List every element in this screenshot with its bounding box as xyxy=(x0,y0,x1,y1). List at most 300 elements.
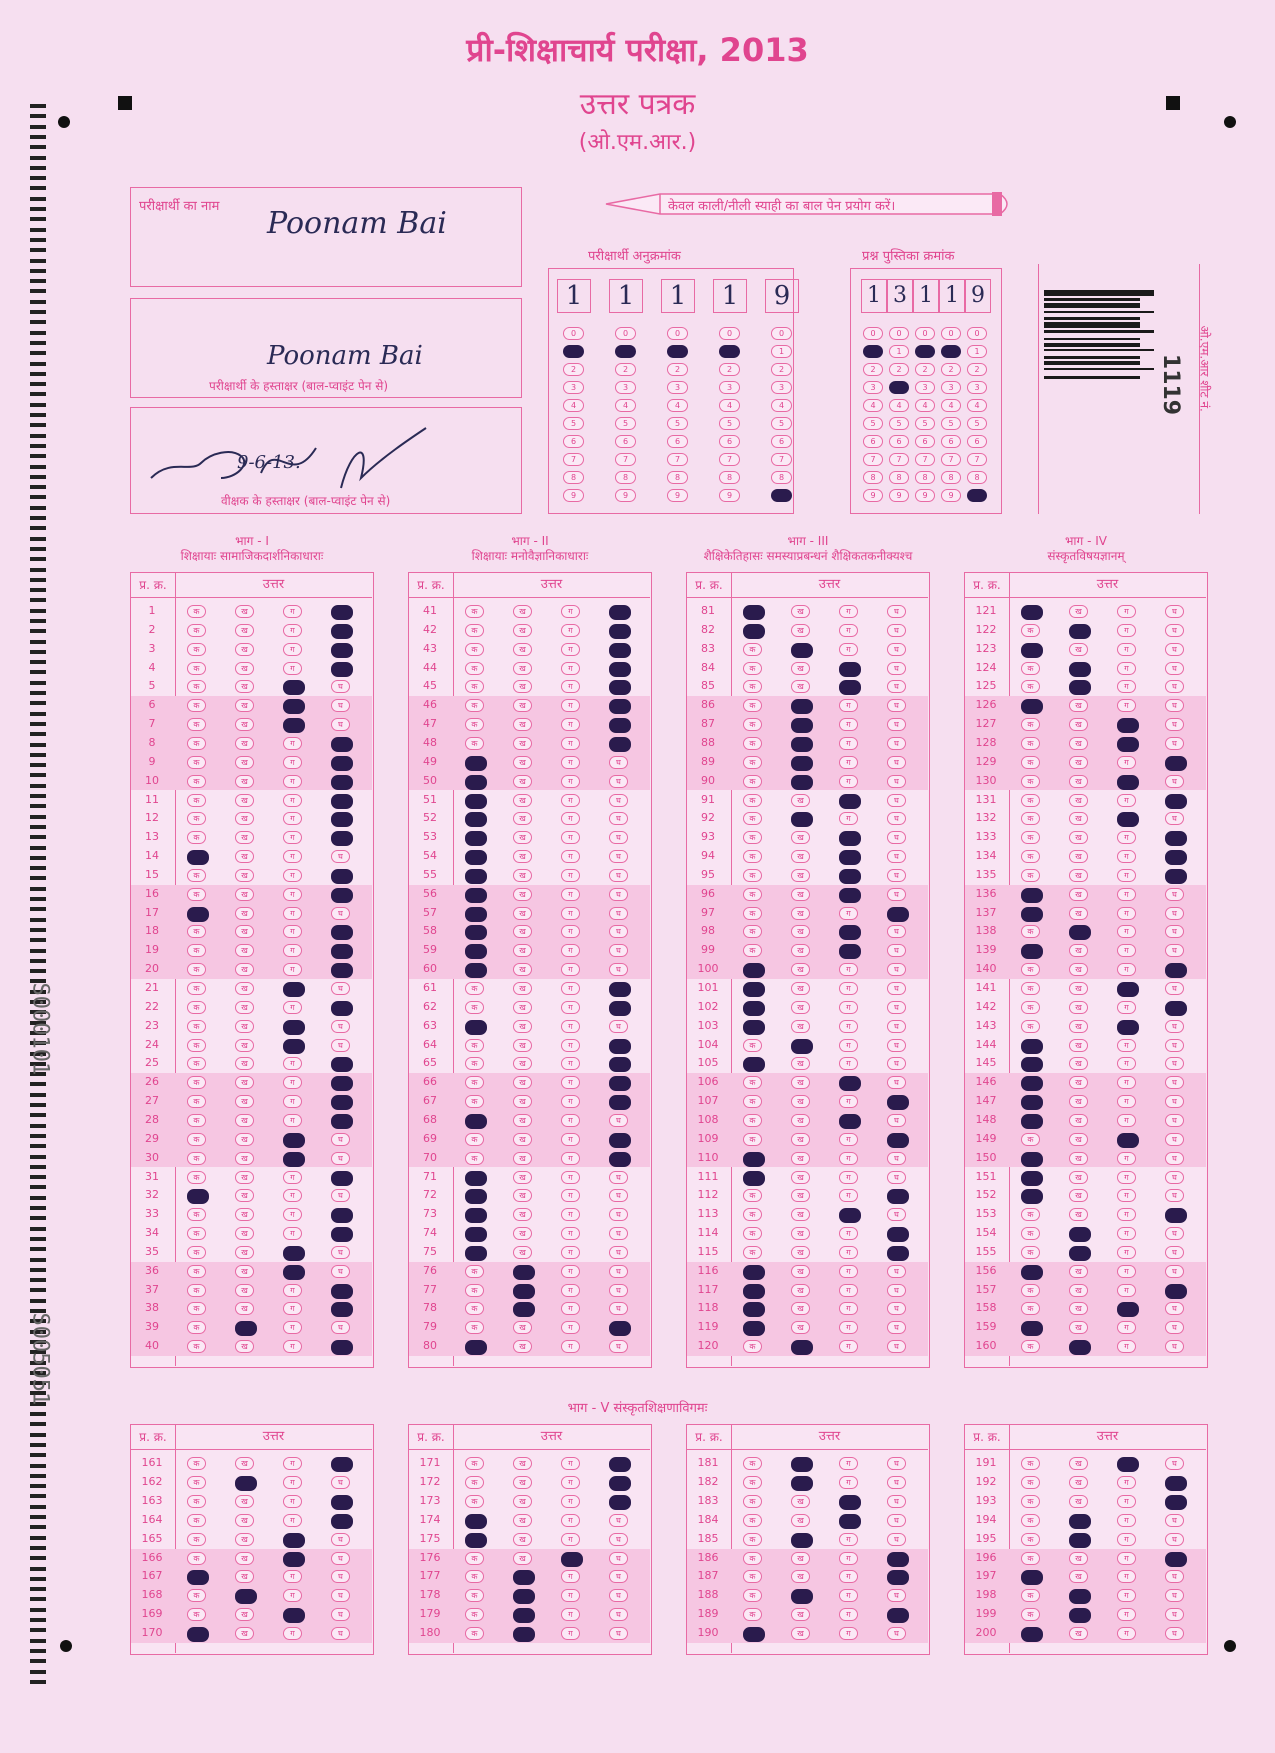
answer-bubble: क xyxy=(187,944,206,957)
answer-bubble: ख xyxy=(235,944,254,957)
answer-bubble: क xyxy=(187,1495,206,1508)
roll-number-bubble xyxy=(563,345,584,358)
question-number: 80 xyxy=(423,1339,437,1353)
answer-bubble xyxy=(743,1152,765,1167)
answer-bubble: ग xyxy=(283,1076,302,1089)
answer-bubble xyxy=(839,888,861,903)
roll-number-bubble: 2 xyxy=(615,363,636,376)
timing-mark xyxy=(30,1216,46,1220)
answer-bubble: क xyxy=(187,756,206,769)
question-number: 165 xyxy=(141,1531,163,1545)
answer-bubble: ख xyxy=(235,1246,254,1259)
answer-bubble: घ xyxy=(1165,1340,1184,1353)
roll-number-bubble xyxy=(667,345,688,358)
answer-bubble: ख xyxy=(235,1457,254,1470)
answer-bubble xyxy=(1069,662,1091,677)
question-number: 28 xyxy=(145,1112,159,1126)
timing-mark xyxy=(30,423,46,427)
answer-bubble: ग xyxy=(283,869,302,882)
answer-bubble: घ xyxy=(1165,643,1184,656)
answer-bubble: घ xyxy=(609,869,628,882)
answer-bubble: घ xyxy=(609,925,628,938)
timing-mark xyxy=(30,1536,46,1540)
answer-bubble: ख xyxy=(513,794,532,807)
question-number: 79 xyxy=(423,1320,437,1334)
barcode-bar xyxy=(1044,311,1154,313)
answer-bubble: घ xyxy=(887,1495,906,1508)
answer-bubble: घ xyxy=(887,699,906,712)
answer-bubble: ग xyxy=(1117,1039,1136,1052)
answer-bubble: क xyxy=(465,718,484,731)
answer-bubble xyxy=(609,605,631,620)
answer-bubble xyxy=(1021,907,1043,922)
answer-header: उत्तर xyxy=(175,573,372,598)
answer-bubble: ग xyxy=(1117,963,1136,976)
answer-bubble: घ xyxy=(1165,1189,1184,1202)
answer-bubble xyxy=(513,1608,535,1623)
answer-bubble: ग xyxy=(839,1189,858,1202)
timing-mark xyxy=(30,691,46,695)
question-number: 66 xyxy=(423,1075,437,1089)
answer-bubble: ग xyxy=(1117,888,1136,901)
question-number: 38 xyxy=(145,1301,159,1315)
answer-bubble: घ xyxy=(609,1514,628,1527)
answer-bubble: ख xyxy=(1069,737,1088,750)
answer-bubble: ग xyxy=(839,775,858,788)
answer-bubble: ग xyxy=(839,1020,858,1033)
roll-number-bubble: 7 xyxy=(615,453,636,466)
answer-bubble: क xyxy=(1021,1495,1040,1508)
answer-bubble: ख xyxy=(513,1514,532,1527)
barcode-bar xyxy=(1044,368,1154,370)
booklet-digit-box: 1 xyxy=(861,279,887,313)
question-number: 11 xyxy=(145,792,159,806)
answer-bubble xyxy=(791,1457,813,1472)
question-number: 150 xyxy=(975,1150,997,1164)
answer-bubble: क xyxy=(465,1476,484,1489)
answer-bubble: क xyxy=(743,1514,762,1527)
booklet-bubble: 9 xyxy=(863,489,883,502)
timing-mark xyxy=(30,1639,46,1643)
question-number: 5 xyxy=(148,679,156,693)
answer-bubble: ग xyxy=(283,643,302,656)
roll-number-bubble: 3 xyxy=(615,381,636,394)
answer-bubble: ख xyxy=(235,1265,254,1278)
answer-bubble: ख xyxy=(235,907,254,920)
question-number: 166 xyxy=(141,1550,163,1564)
answer-bubble: घ xyxy=(887,605,906,618)
answer-bubble: ग xyxy=(1117,1570,1136,1583)
timing-mark xyxy=(30,619,46,623)
answer-bubble: क xyxy=(187,1265,206,1278)
timing-mark xyxy=(30,1144,46,1148)
answer-bubble xyxy=(235,1589,257,1604)
answer-bubble xyxy=(1021,1265,1043,1280)
question-number: 67 xyxy=(423,1094,437,1108)
question-number: 50 xyxy=(423,773,437,787)
answer-bubble xyxy=(465,850,487,865)
answer-bubble: क xyxy=(465,662,484,675)
answer-bubble: क xyxy=(187,1476,206,1489)
answer-bubble xyxy=(331,1171,353,1186)
timing-mark xyxy=(30,1597,46,1601)
answer-bubble: क xyxy=(1021,1001,1040,1014)
answer-bubble xyxy=(1069,624,1091,639)
booklet-bubble: 4 xyxy=(863,399,883,412)
timing-mark xyxy=(30,846,46,850)
answer-bubble: ग xyxy=(1117,869,1136,882)
question-number: 24 xyxy=(145,1037,159,1051)
answer-bubble: ख xyxy=(791,963,810,976)
answer-bubble xyxy=(513,1265,535,1280)
answer-bubble: ख xyxy=(791,1246,810,1259)
answer-bubble: ख xyxy=(513,643,532,656)
answer-bubble: घ xyxy=(1165,982,1184,995)
answer-bubble: क xyxy=(187,1533,206,1546)
answer-bubble: ग xyxy=(561,944,580,957)
answer-bubble: घ xyxy=(331,1589,350,1602)
answer-bubble: ख xyxy=(513,1533,532,1546)
question-number: 20 xyxy=(145,962,159,976)
question-number: 7 xyxy=(148,717,156,731)
answer-bubble: क xyxy=(1021,624,1040,637)
booklet-bubble: 5 xyxy=(915,417,935,430)
answer-bubble xyxy=(791,756,813,771)
question-number: 107 xyxy=(697,1094,719,1108)
answer-bubble: ग xyxy=(1117,831,1136,844)
question-number: 113 xyxy=(697,1207,719,1221)
answer-bubble: ख xyxy=(513,1476,532,1489)
answer-bubble: ग xyxy=(1117,1227,1136,1240)
answer-bubble xyxy=(331,643,353,658)
answer-bubble xyxy=(609,718,631,733)
answer-bubble: ख xyxy=(1069,1457,1088,1470)
answer-bubble: घ xyxy=(887,1627,906,1640)
answer-bubble: क xyxy=(187,1284,206,1297)
answer-bubble xyxy=(1069,1227,1091,1242)
answer-bubble: ग xyxy=(839,699,858,712)
roll-number-bubble: 8 xyxy=(771,471,792,484)
answer-bubble: घ xyxy=(331,1039,350,1052)
question-number: 57 xyxy=(423,905,437,919)
invigilator-signature-box xyxy=(130,407,522,514)
question-number: 4 xyxy=(148,660,156,674)
answer-bubble: ग xyxy=(561,1171,580,1184)
answer-bubble xyxy=(1117,1133,1139,1148)
answer-sheet-title: उत्तर पत्रक xyxy=(579,87,696,122)
question-number: 182 xyxy=(697,1474,719,1488)
question-number: 162 xyxy=(141,1474,163,1488)
answer-bubble: क xyxy=(187,643,206,656)
answer-bubble: ख xyxy=(513,1495,532,1508)
answer-bubble: घ xyxy=(887,1020,906,1033)
answer-bubble: घ xyxy=(331,680,350,693)
answer-bubble xyxy=(465,1340,487,1355)
question-number: 180 xyxy=(419,1626,441,1640)
timing-mark xyxy=(30,1278,46,1282)
timing-mark xyxy=(30,279,46,283)
question-number: 183 xyxy=(697,1493,719,1507)
answer-bubble: ग xyxy=(1117,1552,1136,1565)
answer-bubble: क xyxy=(187,737,206,750)
dot-mark-left xyxy=(58,116,70,128)
answer-bubble: ख xyxy=(513,680,532,693)
answer-bubble: घ xyxy=(887,1152,906,1165)
answer-bubble: ग xyxy=(561,1284,580,1297)
question-number: 126 xyxy=(975,698,997,712)
question-number: 39 xyxy=(145,1320,159,1334)
answer-bubble: ग xyxy=(839,1152,858,1165)
booklet-bubble: 9 xyxy=(915,489,935,502)
answer-bubble: ख xyxy=(791,680,810,693)
timing-mark xyxy=(30,156,46,160)
answer-bubble: घ xyxy=(609,1608,628,1621)
answer-bubble: क xyxy=(1021,794,1040,807)
answer-bubble: ख xyxy=(1069,850,1088,863)
answer-bubble: ख xyxy=(1069,1114,1088,1127)
answer-bubble: ख xyxy=(513,1114,532,1127)
question-number: 14 xyxy=(145,849,159,863)
answer-bubble xyxy=(331,888,353,903)
answer-bubble: क xyxy=(743,1476,762,1489)
answer-bubble: ग xyxy=(283,1589,302,1602)
answer-bubble: ख xyxy=(791,869,810,882)
answer-bubble xyxy=(609,1495,631,1510)
question-number: 31 xyxy=(145,1169,159,1183)
timing-mark xyxy=(30,825,46,829)
question-number: 77 xyxy=(423,1282,437,1296)
question-number: 135 xyxy=(975,867,997,881)
answer-bubble xyxy=(331,944,353,959)
answer-bubble: ख xyxy=(513,1020,532,1033)
answer-bubble: ख xyxy=(1069,1302,1088,1315)
answer-bubble: ग xyxy=(561,680,580,693)
answer-bubble: ग xyxy=(283,831,302,844)
answer-header: उत्तर xyxy=(731,1425,928,1450)
answer-bubble: क xyxy=(1021,1533,1040,1546)
booklet-bubble: 2 xyxy=(863,363,883,376)
answer-bubble: घ xyxy=(887,1114,906,1127)
answer-bubble xyxy=(331,869,353,884)
question-number: 111 xyxy=(697,1169,719,1183)
section-part: भाग - III xyxy=(787,534,829,548)
answer-bubble xyxy=(283,680,305,695)
answer-bubble: ख xyxy=(791,1570,810,1583)
answer-bubble: ख xyxy=(235,1627,254,1640)
candidate-signature-value: Poonam Bai xyxy=(267,341,423,371)
answer-bubble: ख xyxy=(235,1608,254,1621)
answer-bubble xyxy=(839,1208,861,1223)
answer-bubble: ख xyxy=(235,605,254,618)
timing-mark xyxy=(30,1680,46,1684)
question-number: 144 xyxy=(975,1037,997,1051)
answer-bubble: ख xyxy=(235,1114,254,1127)
answer-bubble: क xyxy=(743,699,762,712)
answer-bubble: क xyxy=(743,1114,762,1127)
answer-bubble: ख xyxy=(1069,1265,1088,1278)
answer-bubble xyxy=(839,831,861,846)
answer-bubble: क xyxy=(465,1001,484,1014)
answer-bubble: ग xyxy=(283,1095,302,1108)
question-number: 143 xyxy=(975,1018,997,1032)
answer-bubble xyxy=(609,662,631,677)
answer-bubble: ग xyxy=(561,1627,580,1640)
answer-bubble xyxy=(839,925,861,940)
answer-bubble: क xyxy=(1021,963,1040,976)
answer-bubble xyxy=(465,1208,487,1223)
candidate-name-label: परीक्षार्थी का नाम xyxy=(139,199,220,214)
answer-bubble: क xyxy=(1021,1457,1040,1470)
section-name: शिक्षायाः मनोवैज्ञानिकाधाराः xyxy=(471,549,589,563)
answer-bubble xyxy=(743,1020,765,1035)
invigilator-date: 9-6-13. xyxy=(237,452,301,473)
answer-bubble xyxy=(331,1057,353,1072)
answer-bubble xyxy=(1069,1608,1091,1623)
question-number: 141 xyxy=(975,981,997,994)
question-number: 90 xyxy=(701,773,715,787)
timing-mark xyxy=(30,1515,46,1519)
answer-bubble: ख xyxy=(791,1114,810,1127)
answer-bubble: ख xyxy=(235,1133,254,1146)
answer-bubble: ख xyxy=(1069,1189,1088,1202)
question-number: 173 xyxy=(419,1493,441,1507)
question-number: 118 xyxy=(697,1301,719,1315)
answer-bubble xyxy=(791,1039,813,1054)
qno-header: प्र. क्र. xyxy=(687,573,732,598)
answer-bubble: घ xyxy=(1165,907,1184,920)
answer-bubble: घ xyxy=(331,1476,350,1489)
question-number: 51 xyxy=(423,792,437,806)
booklet-bubble: 3 xyxy=(967,381,987,394)
answer-bubble: ग xyxy=(839,1476,858,1489)
answer-bubble: घ xyxy=(609,907,628,920)
timing-mark xyxy=(30,722,46,726)
answer-bubble: ख xyxy=(791,1227,810,1240)
question-number: 164 xyxy=(141,1512,163,1526)
timing-mark xyxy=(30,1608,46,1612)
answer-bubble: घ xyxy=(887,775,906,788)
answer-bubble: क xyxy=(743,1208,762,1221)
question-number: 93 xyxy=(701,830,715,844)
answer-bubble: क xyxy=(743,1533,762,1546)
answer-bubble: घ xyxy=(1165,1076,1184,1089)
answer-bubble: ग xyxy=(1117,1627,1136,1640)
answer-bubble xyxy=(283,982,305,997)
answer-table xyxy=(686,572,930,1368)
answer-bubble xyxy=(839,794,861,809)
answer-bubble: क xyxy=(465,1589,484,1602)
timing-mark xyxy=(30,331,46,335)
question-number: 172 xyxy=(419,1474,441,1488)
booklet-bubble: 7 xyxy=(967,453,987,466)
timing-mark xyxy=(30,568,46,572)
answer-bubble: घ xyxy=(1165,888,1184,901)
timing-mark xyxy=(30,1649,46,1653)
answer-bubble xyxy=(743,624,765,639)
answer-bubble: ख xyxy=(1069,1321,1088,1334)
answer-bubble: ग xyxy=(1117,1476,1136,1489)
question-number: 152 xyxy=(975,1188,997,1202)
answer-bubble: घ xyxy=(1165,925,1184,938)
answer-bubble: ख xyxy=(791,1321,810,1334)
question-number: 160 xyxy=(975,1339,997,1353)
answer-bubble: ख xyxy=(513,1246,532,1259)
timing-mark xyxy=(30,1206,46,1210)
answer-bubble xyxy=(743,605,765,620)
answer-bubble: क xyxy=(187,1057,206,1070)
answer-bubble: क xyxy=(1021,1133,1040,1146)
answer-bubble: घ xyxy=(609,963,628,976)
answer-bubble: क xyxy=(1021,925,1040,938)
answer-bubble: घ xyxy=(1165,662,1184,675)
answer-bubble xyxy=(513,1302,535,1317)
answer-bubble: ग xyxy=(1117,850,1136,863)
answer-bubble: क xyxy=(743,1589,762,1602)
booklet-bubble: 0 xyxy=(915,327,935,340)
answer-bubble: ख xyxy=(791,1133,810,1146)
answer-bubble: क xyxy=(465,737,484,750)
answer-header: उत्तर xyxy=(1009,573,1206,598)
answer-bubble: घ xyxy=(1165,1533,1184,1546)
timing-mark xyxy=(30,804,46,808)
answer-bubble: क xyxy=(465,1133,484,1146)
answer-bubble: घ xyxy=(1165,737,1184,750)
answer-bubble xyxy=(1021,944,1043,959)
question-number: 60 xyxy=(423,962,437,976)
answer-bubble: ग xyxy=(1117,1495,1136,1508)
answer-bubble: ख xyxy=(513,718,532,731)
answer-bubble: घ xyxy=(609,1284,628,1297)
answer-bubble: क xyxy=(1021,1589,1040,1602)
answer-bubble xyxy=(1117,1302,1139,1317)
timing-mark xyxy=(30,1464,46,1468)
answer-bubble: ख xyxy=(513,699,532,712)
answer-bubble xyxy=(743,963,765,978)
answer-bubble: क xyxy=(743,850,762,863)
booklet-bubble: 8 xyxy=(915,471,935,484)
answer-bubble xyxy=(609,982,631,997)
answer-bubble: ख xyxy=(235,1533,254,1546)
answer-bubble xyxy=(465,1246,487,1261)
question-number: 108 xyxy=(697,1112,719,1126)
answer-bubble: घ xyxy=(887,982,906,995)
answer-bubble: ग xyxy=(839,756,858,769)
roll-number-bubble: 0 xyxy=(615,327,636,340)
answer-bubble xyxy=(331,794,353,809)
answer-bubble xyxy=(1117,1457,1139,1472)
answer-bubble xyxy=(609,1095,631,1110)
roll-number-bubble: 7 xyxy=(667,453,688,466)
answer-bubble: क xyxy=(1021,850,1040,863)
question-number: 73 xyxy=(423,1207,437,1221)
answer-bubble: ख xyxy=(235,888,254,901)
answer-bubble: क xyxy=(465,1552,484,1565)
question-number: 36 xyxy=(145,1263,159,1277)
answer-bubble: क xyxy=(743,1189,762,1202)
question-number: 184 xyxy=(697,1512,719,1526)
booklet-bubble: 6 xyxy=(889,435,909,448)
answer-bubble: ख xyxy=(1069,1001,1088,1014)
answer-bubble: घ xyxy=(609,1533,628,1546)
answer-bubble: ख xyxy=(235,699,254,712)
timing-mark xyxy=(30,887,46,891)
answer-bubble: घ xyxy=(1165,1627,1184,1640)
answer-bubble: ख xyxy=(1069,605,1088,618)
answer-bubble xyxy=(1021,605,1043,620)
answer-bubble: ग xyxy=(283,1208,302,1221)
qno-header: प्र. क्र. xyxy=(965,1425,1010,1450)
answer-bubble: घ xyxy=(1165,1570,1184,1583)
